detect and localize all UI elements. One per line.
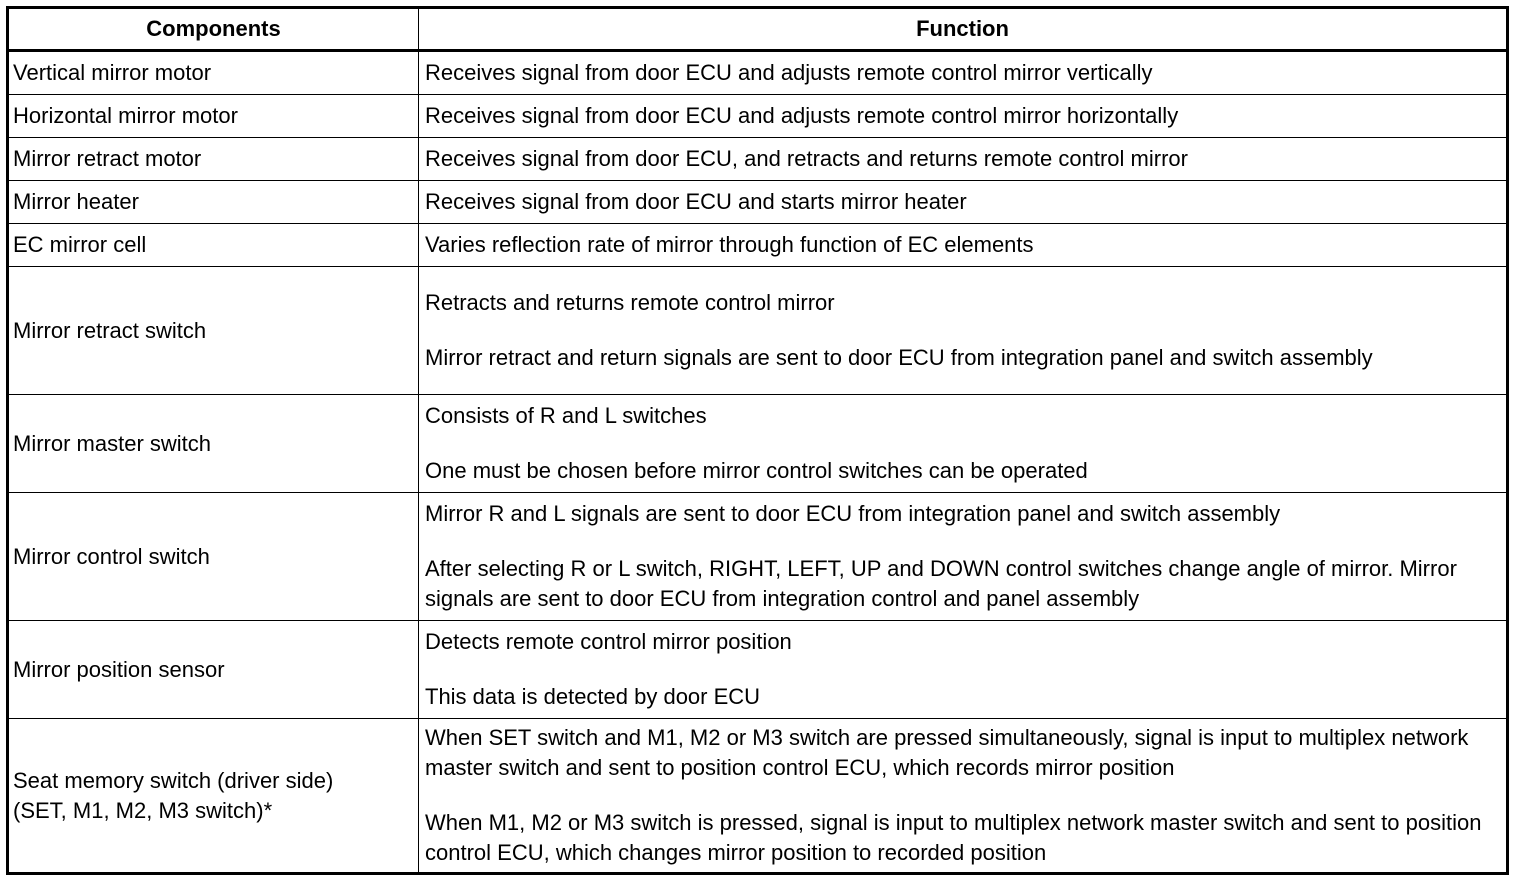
table-header-row bbox=[8, 8, 1508, 51]
components-function-table bbox=[6, 6, 1509, 875]
component-cell: Horizontal mirror motor bbox=[8, 95, 419, 138]
component-cell bbox=[8, 719, 419, 874]
function-paragraph: When SET switch and M1, M2 or M3 switch are pressed simultaneously, signal is input to multiplex network master switch and sent to position control ECU, which records mirror position bbox=[425, 725, 1469, 780]
component-cell: Mirror control switch bbox=[8, 493, 419, 621]
function-paragraph: Consists of R and L switches bbox=[425, 403, 707, 428]
function-paragraph: After selecting R or L switch, RIGHT, LEFT, UP and DOWN control switches change angle of mirror. Mirror signals are sent to door ECU from integration control and panel assembly bbox=[425, 556, 1457, 611]
function-paragraph: One must be chosen before mirror control switches can be operated bbox=[425, 458, 1088, 483]
table-row bbox=[8, 138, 1508, 181]
table-row bbox=[8, 95, 1508, 138]
table-row bbox=[8, 224, 1508, 267]
table-row bbox=[8, 621, 1508, 719]
function-cell bbox=[419, 395, 1508, 493]
component-line: (SET, M1, M2, M3 switch)* bbox=[13, 797, 273, 823]
function-paragraph: Retracts and returns remote control mirror bbox=[425, 290, 835, 315]
function-cell bbox=[419, 267, 1508, 395]
function-cell: Receives signal from door ECU and starts mirror heater bbox=[419, 181, 1508, 224]
function-paragraph: This data is detected by door ECU bbox=[425, 684, 761, 709]
function-cell: Receives signal from door ECU, and retracts and returns remote control mirror bbox=[419, 138, 1508, 181]
function-paragraph: Mirror retract and return signals are sent to door ECU from integration panel and switch assembly bbox=[425, 345, 1373, 370]
component-cell: EC mirror cell bbox=[8, 224, 419, 267]
table-row bbox=[8, 181, 1508, 224]
function-paragraph: Mirror R and L signals are sent to door ECU from integration panel and switch assembly bbox=[425, 501, 1281, 526]
component-line: Seat memory switch (driver side) bbox=[13, 767, 334, 793]
component-cell: Mirror master switch bbox=[8, 395, 419, 493]
function-cell bbox=[419, 493, 1508, 621]
components-column-header: Components bbox=[8, 8, 419, 51]
table-row bbox=[8, 395, 1508, 493]
table-row bbox=[8, 493, 1508, 621]
function-paragraph: When M1, M2 or M3 switch is pressed, signal is input to multiplex network master switch and sent to position control ECU, which changes mirror position to recorded position bbox=[425, 810, 1482, 865]
function-cell: Receives signal from door ECU and adjusts remote control mirror vertically bbox=[419, 51, 1508, 95]
function-cell: Receives signal from door ECU and adjusts remote control mirror horizontally bbox=[419, 95, 1508, 138]
component-cell: Mirror retract switch bbox=[8, 267, 419, 395]
function-cell bbox=[419, 621, 1508, 719]
function-paragraph: Detects remote control mirror position bbox=[425, 629, 792, 654]
component-cell: Mirror position sensor bbox=[8, 621, 419, 719]
components-table-wrapper bbox=[6, 6, 1506, 875]
component-cell: Mirror heater bbox=[8, 181, 419, 224]
function-column-header: Function bbox=[419, 8, 1508, 51]
component-cell: Mirror retract motor bbox=[8, 138, 419, 181]
function-cell bbox=[419, 719, 1508, 874]
function-cell: Varies reflection rate of mirror through function of EC elements bbox=[419, 224, 1508, 267]
table-row bbox=[8, 51, 1508, 95]
table-row bbox=[8, 267, 1508, 395]
component-cell: Vertical mirror motor bbox=[8, 51, 419, 95]
table-row bbox=[8, 719, 1508, 874]
